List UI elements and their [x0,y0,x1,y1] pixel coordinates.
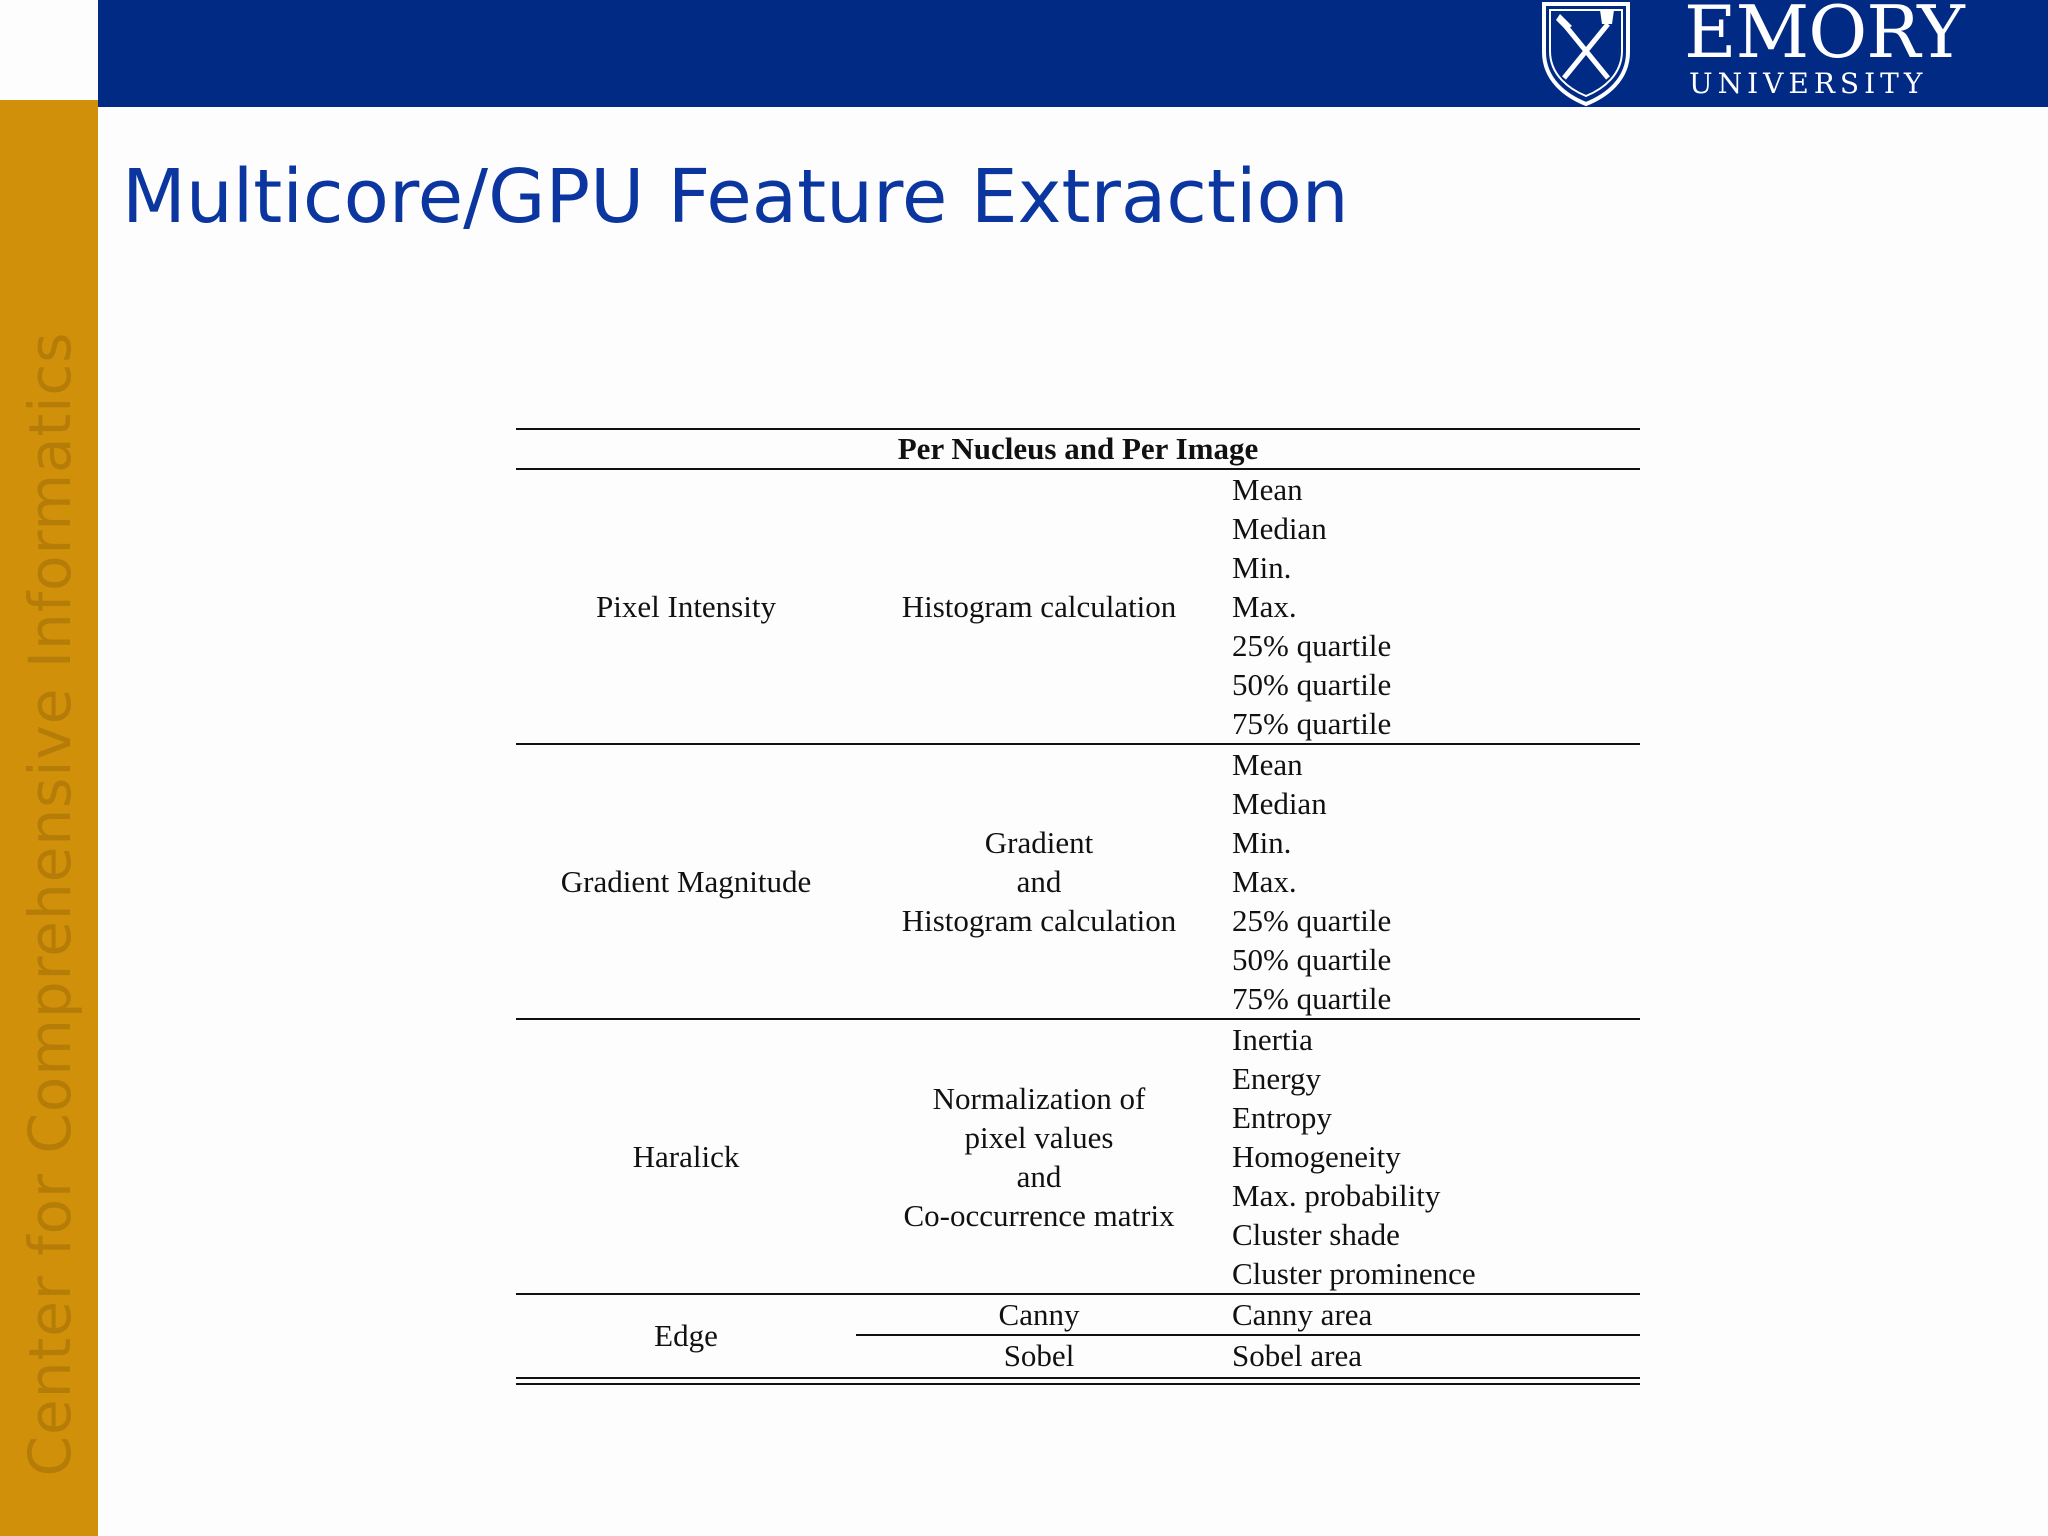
output-item: Median [1232,786,1327,821]
table-bottom-rule [516,1377,1640,1385]
method-cell [856,470,1222,743]
feature-cell [516,745,856,1018]
method-line: Histogram calculation [901,903,1177,938]
output-item: Entropy [1232,1100,1332,1135]
output-item: Energy [1232,1061,1321,1096]
edge-rows [856,1295,1640,1375]
table-group-haralick [516,1020,1640,1295]
side-label: Center for Comprehensive Informatics [16,331,84,1477]
output-item: Max. [1232,864,1297,899]
output-item: 50% quartile [1232,667,1392,702]
method-line: Co-occurrence matrix [903,1197,1175,1233]
outputs-cell [1222,470,1640,743]
output-item: Cluster shade [1232,1217,1400,1252]
feature-name: Gradient Magnitude [560,864,812,899]
output-item: Min. [1232,550,1292,585]
method-line: Sobel [1003,1338,1075,1373]
output-item: Min. [1232,825,1292,860]
table-row [856,1336,1640,1375]
output-item: 75% quartile [1232,981,1392,1016]
method-line: Histogram calculation [901,589,1177,624]
table-group-edge [516,1295,1640,1375]
output-item: Max. [1232,589,1297,624]
output-item: Max. probability [1232,1178,1441,1213]
feature-name: Haralick [632,1139,740,1174]
method-line: Canny [998,1297,1080,1332]
method-line: and [1016,1158,1062,1194]
table-group-pixel-intensity [516,470,1640,745]
table-group-gradient-magnitude [516,745,1640,1020]
slide-title: Multicore/GPU Feature Extraction [122,154,1349,240]
feature-table [516,428,1640,1385]
feature-cell [516,1020,856,1293]
outputs-cell [1222,1020,1640,1293]
emory-shield-icon [1538,0,1634,107]
output-item: 25% quartile [1232,903,1392,938]
method-cell [856,1020,1222,1293]
feature-name: Edge [654,1317,718,1353]
output-item: Cluster prominence [1232,1256,1476,1291]
table-row [856,1295,1640,1336]
outputs-cell [1222,745,1640,1018]
university-wordmark: UNIVERSITY [1689,67,1928,100]
feature-cell [516,470,856,743]
method-line: Normalization of [932,1080,1146,1116]
table-header: Per Nucleus and Per Image [516,428,1640,470]
method-cell [856,745,1222,1018]
output-item: Homogeneity [1232,1139,1401,1174]
output-item: Inertia [1232,1022,1313,1057]
output-item: 25% quartile [1232,628,1392,663]
emory-logo [1538,0,1964,107]
method-line: and [1016,864,1062,899]
output-item: Canny area [1232,1297,1373,1332]
output-item: Mean [1232,472,1303,507]
feature-cell [516,1295,856,1375]
method-line: pixel values [964,1119,1114,1155]
output-item: Sobel area [1232,1338,1362,1373]
output-item: 75% quartile [1232,706,1392,741]
output-item: Median [1232,511,1327,546]
emory-wordmark: EMORY [1684,0,1964,74]
feature-name: Pixel Intensity [596,589,776,624]
output-item: Mean [1232,747,1303,782]
method-line: Gradient [984,825,1094,860]
output-item: 50% quartile [1232,942,1392,977]
